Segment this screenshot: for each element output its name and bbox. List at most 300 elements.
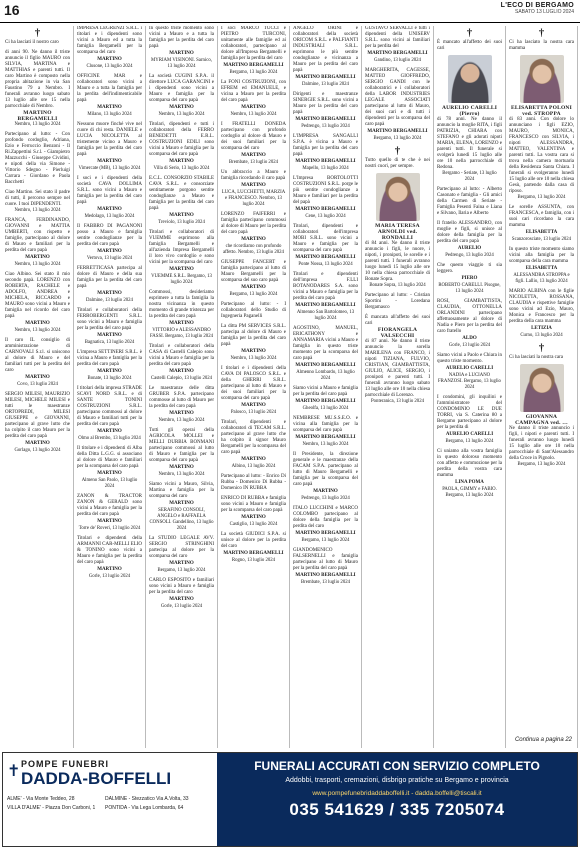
notice-intro: Il FABBRO DI PAGANONI posso a Mauro e famiglia sentite condoglianze per la perdita del caro papà [77,224,142,247]
obituary-notice [77,308,142,346]
obituary-notice [5,272,70,334]
obituary-notice [77,122,142,172]
column [290,26,362,748]
notice-signature: AURELIO CARELLI [445,366,494,371]
ad-office: DALMINE - Stezzatico Via A.Volta, 33 [105,796,189,802]
obituary-notice [5,218,70,268]
notice-intro: Titolari, dipendenti e collaboratori di TECAM S.R.L. partecipano al grave lutto che ha colpito il signor Mauro Bergamelli per la scomparsa del caro papà [221,420,286,455]
obituary-notice [77,74,142,118]
notice-intro: L'impresa SETTINERI S.R.L. è vicina a Mauro e famiglia per la perdita del caro papà [77,350,142,367]
obituary-notice [437,395,502,445]
column [434,26,506,748]
continue-note: Continua a pagina 22 [514,737,572,743]
notice-date: Bonate, 13 luglio 2024 [87,376,132,381]
notice-intro: La FONI COSTRUZIONI, con EFREM ed EMANUELE, e vicina a Mauro per la perdita del caro papà [221,80,286,103]
notice-date: Pedrengo, 13 luglio 2024 [301,496,350,501]
notice-intro: IMPRESA LEGRENZI S.R.L. i titolari e i dipendenti sono vicini a Mauro ed a tutta la famiglia Bergamelli per la scomparsa del caro [77,26,142,55]
notice-signature: MARTINO BERGAMELLI [295,159,356,164]
notice-signature: MARTINO [97,519,122,524]
obituary-notice [293,134,358,172]
obituary-notice [293,224,358,268]
notice-date: Bagnatica, 13 luglio 2024 [84,340,135,345]
notice-date: Brembate, 13 luglio 2024 [228,160,279,165]
obituary-notice [149,536,214,574]
notice-intro: Partecipano al lutto: - Cristian Sportini - Loredana Bergamasco [365,293,430,310]
notice-date: Clusone, 13 luglio 2024 [86,64,133,69]
notice-date: Nembro, 13 luglio 2024 [14,208,61,213]
notice-date: Curno, 13 luglio 2024 [520,333,563,338]
notice-signature: MARTINO [97,249,122,254]
obituary-notice [509,28,574,201]
notice-signature: MARTINO [97,105,122,110]
notice-date: Bonate Sopra, 13 luglio 2024 [369,283,426,288]
obituary-notice [437,263,502,295]
notice-signature: MARTINO BERGAMELLI [367,51,428,56]
notice-intro: Nessuno muore finché vive nel cuore di chi resta. DANIELE e LUCIA NICOLETTA al tristemente vicino a Mauro e famiglia per la perdita del caro papà [77,122,142,157]
notice-date: VUEMME S.R.L. Bergamo, 13 luglio 2024 [151,274,212,285]
obituary-notice [293,548,358,586]
notice-signature: MARTINO [97,333,122,338]
notice-signature: MARTINO [25,441,50,446]
obituary-notice [77,224,142,262]
obituary-notice [437,449,502,499]
deceased-portrait [520,55,564,103]
notice-intro: CARLO ESPOSITO e familiari sono vicini a Mauro e famiglia per la perdita del caro [149,578,214,595]
notice-intro: MARIO ALBINA con le figlie NICOLETTA, ROSSANA, CLAUDIA e rispettive famiglie sono vicini ad Ezio, Mauro, Monica e Francesco per la perdita della cara mamma [509,289,574,324]
notice-date: PAOLA, GIMMY e FABIO. Bergamo, 13 luglio 2024 [442,487,497,498]
notice-signature: MARTINO [25,375,50,380]
notice-signature: MARTINO [313,489,338,494]
notice-intro: I titolari della impresa STRADE SCAVI NORD S.R.L. e di SANTE TONINI COSTRUZIONI S.R.L. partecipano commossi al dolore di Mauro e familiari tutti per la perdita del caro papà [77,386,142,427]
obituary-notice [5,28,70,46]
obituary-notice [365,146,430,289]
column [506,26,578,748]
notice-date: Gorlago, 13 luglio 2024 [14,448,61,453]
notice-signature: MARTINO [169,105,194,110]
notice-date: Bergamo, 13 luglio 2024 [373,136,422,141]
issue-date: SABATO 13 LUGLIO 2024 [514,9,574,15]
notice-signature: MARTINO [241,153,266,158]
notice-signature: MARTINO BERGAMELLI [295,399,356,404]
notice-date: Nembro, 13 luglio 2024 [230,112,277,117]
obituary-notice [293,506,358,544]
masthead [501,2,574,15]
obituary-notice [221,26,286,76]
notice-date: Pedrengo, 13 luglio 2024 [445,253,494,258]
obituary-notice [293,272,358,322]
notice-date: Almeno San Paolo, 13 luglio 2024 [81,478,138,489]
deceased-portrait [448,55,492,103]
notice-date: Gandino, 13 luglio 2024 [374,58,421,63]
notice-signature: MARTINO BERGAMELLI [295,207,356,212]
notice-signature: MARTINO [97,57,122,62]
notice-date: Nembro, 13 luglio 2024 [14,122,61,127]
notice-body: di 83 anni. Con dolore lo annunciano i figli EZIO, MAURO, MONICA, FRANCESCO con SILVIA, i nipoti ALESSANDRA, MATTEO, VALENTINA e parenti tutti. La vostra cara si trova nella camera mortuaria della Residenza Santa Chiara. I funerali si svolgeranno lunedì 15 luglio alle ore 10 nella chiesa Gesù, partendo dalla casa di riposo. [509,117,574,194]
notice-date: Scanzorosciate, 13 luglio 2024 [511,237,572,242]
notice-date: Nembro, 13 luglio 2024 [230,356,277,361]
notice-intro: I condomini, gli inquilini e l'amministratore del CONDOMINIO LE DUE TORRI, via S. Caterina 80 a Bergamo partecipano al dolore per la perdita di [437,395,502,430]
notice-intro: Ci ha lasciati la nostra cara [509,355,564,360]
obituary-notice [221,496,286,528]
notice-signature: MARTINO [169,321,194,326]
obituary-notice [509,343,574,468]
notice-intro: ZANON & TRACTOR ZANON & GERALD sono vicini a Mauro e famiglia per la perdita del caro papà [77,494,142,517]
notice-intro: In questo triste momento sono vicini a Mauro e a tutta la famiglia per la perdita del caro papà [149,26,214,49]
notice-intro: Titolari, dipendenti e collaboratori dell'impresa MOBI S.R.L. sono vicini a Mauro e famiglia per la scomparsa del caro papà [293,224,358,253]
notice-intro: LORENZO FAIFERRI e famiglia partecipano commossi al dolore di Mauro per la perdita del caro papà [221,212,286,235]
notice-intro: ENRICO DI RUBBA e famiglia sono vicini a Mauro e famiglia per la scomparsa del caro papà [221,496,286,513]
notice-intro: Il caro IL consiglio di amministrazione di CARNOVALI S.r.l. si uniscono al dolore di Mauro e del familiari tutti per la perdita del caro [5,338,70,373]
obituary-notice [5,50,70,128]
notice-date: Bergamo, 13 luglio 2024 [517,195,566,200]
obituary-columns [2,26,578,748]
obituary-notice [5,190,70,214]
notice-body: di 84 anni. Ne danno il triste annuncio i figli, le nuore, i nipoti, i pronipoti, le sorelle e i parenti tutti. I funerali avranno luogo lunedì 15 luglio alle ore 10 nella chiesa parrocchiale di Bonate Sopra. [365,241,430,282]
notice-signature: MARTINO [241,105,266,110]
notice-date: Cene, 13 luglio 2024 [305,214,346,219]
notice-signature: MARTINO [241,237,266,242]
obituary-notice [293,92,358,130]
column [362,26,434,748]
notice-intro: GIANDOMENICO FALSERNELLI e famiglia partecipano al lutto di Mauro per la perdita del caro papà [293,548,358,571]
notice-signature: MARTINO [169,411,194,416]
notice-intro: Partecipano al lutto: - I collaboratori dello Studio di Ingegneria Paganelli [221,302,286,319]
notice-intro: Ci ha lasciati il nostro caro [5,40,59,45]
notice-date: ROBERTO CARELLI. Pisogne, 13 luglio 2024 [438,283,501,294]
notice-signature: LINA POMA [455,480,484,485]
obituary-notice [149,230,214,286]
notice-date: NADIA e LUCIANO FRANZOSI. Bergamo, 13 luglio 2024 [438,373,501,390]
obituary-notice [437,221,502,259]
obituary-notice [77,266,142,304]
notice-date: Gorle, 13 luglio 2024 [160,604,203,609]
obituary-notice [149,578,214,610]
notice-date: Nembro, 13 luglio 2024 [14,328,61,333]
notice-signature: MARTINO [97,567,122,572]
obituary-notice [221,170,286,208]
notice-signature: ELISABETTA [525,266,558,271]
ad-phone: 035 541629 / 335 7205074 [289,800,505,819]
notice-signature: MARTINO BERGAMELLI [295,75,356,80]
notice-intro: I titolari e i dipendenti della CAVA DI PALOSCO S.R.L. e della GHERRI S.R.L. partecipano al lutto di Mauro e dei suoi familiari per la scomparsa del caro papà [221,366,286,401]
notice-date: MYRIAM VISINONI. Sarnico, 13 luglio 2024 [151,58,212,69]
notice-date: LUCA, LUCCHETTI, MARZIA e FRANCESCO. Nembro, 13 luglio 2024 [221,190,286,207]
notice-intro: Titolari e collaboratori di VUEMME esprimono alla famiglia Bergamelli e all'azienda Impresa Bergamelli il loro vivo cordoglio e sono vicini per la scomparsa del caro [149,230,214,265]
notice-intro: ITALO LUCCHINI e MARCO COLOMBO partecipano al dolore della famiglia per la perdita del caro [293,506,358,529]
obituary-notice [293,386,358,412]
notice-intro: L'IMPRESA SANGALLI S.P.A. è vicina a Mauro e famiglia per la perdita del caro papà [293,134,358,157]
notice-intro: Partecipano al lutto: - Enrico Di Rubba - Domenico Di Rubba - Domenico IN RUBBA [221,474,286,491]
notice-date: Gorle, 13 luglio 2024 [448,343,491,348]
funeral-home-ad [2,752,578,847]
notice-signature: ALDO [462,336,477,341]
cross-logo-icon: ✝ [7,763,21,780]
obituary-notice [5,132,70,186]
notice-intro: GUSTAVO SERVALLI e tutti i dipendenti della UNISERV S.R.L. sono vicini ai familiari per la perdita del [365,26,430,49]
notice-intro: NEMBRESE MU.S.S.E.O. e vicina alla famiglia per la scomparsa del caro papà [293,416,358,433]
ad-office: PONTIDA - Via Lega Lombarda, 64 [105,805,184,811]
obituary-notice [509,289,574,339]
obituary-notice [149,344,214,382]
notice-date: Ponteranica, 13 luglio 2024 [370,399,425,404]
notice-date: Ponte Nossa, 13 luglio 2024 [298,262,353,267]
notice-intro: Le sorelle ASSUNTA, con FRANCESCA, e famiglia, con i suoi cari ricordano la cara mamma [509,205,574,228]
notice-date: Bergamo, 13 luglio 2024 [517,462,566,467]
ad-contact: www.pompefunebridaddaboffelli.it - dadda.boffelli@tiscali.it [312,790,482,797]
notice-signature: MARTINO [169,501,194,506]
notice-signature: MARTINO BERGAMELLI [295,363,356,368]
notice-date: ALESSANDRA STROPPA e figli. Lallio, 13 luglio 2024 [513,273,570,284]
ad-office: ALME' - Via Monte Teddeo, 28 [7,796,75,802]
notice-intro: Siamo vicini a Mauro, Silvia, Martina e famiglia per la scomparsa del caro [149,482,214,499]
deceased-portrait [520,364,564,412]
obituary-notice [293,326,358,382]
obituary-notice [77,536,142,580]
notice-intro: ROSI, GIAMBATTISTA, CLAUDIA, OTTONELLA ORLANDINI partecipano affettuosamente al dolore di Nadia e Piero per la perdita del caro fratello [437,299,502,334]
notice-signature: MARTINO [169,369,194,374]
obituary-notice [5,392,70,454]
newspaper-name: L'ECO DI BERGAMO [500,2,574,9]
notice-date: Torre de' Roveri, 13 luglio 2024 [78,526,141,531]
deceased-name: MARTINO BERGAMELLI [17,110,58,122]
column [74,26,146,748]
cross-icon: † [466,27,473,39]
notice-date: Nembro, 13 luglio 2024 [158,112,205,117]
obituary-notice [77,350,142,382]
notice-signature: MARTINO BERGAMELLI [223,551,284,556]
cross-icon: † [538,342,545,354]
notice-intro: FERRETTICASA partecipa al dolore di Mauro e della sua famiglia per la perdita del caro papà [77,266,142,289]
notice-intro: Il titolare e i dipendenti di Alba della Ditta L.G.G. si associano al dolore di Mauro e familiari per la scomparsa del caro papà [77,446,142,469]
obituary-notice [221,260,286,298]
obituary-notice [221,366,286,416]
notice-intro: FRANCA, FERDINANDO, GIOVANNI e MATTIA UMBERTI, con rispetto e famiglie, partecipano al dolore di Mauro e familiari per la perdita del caro papà [5,218,70,253]
column [218,26,290,748]
notice-intro: GIUSEPPE FANCERT e famiglia partecipano al lutto di Mauro Bergamelli per la scomparsa del suo caro papà [221,260,286,283]
notice-intro: Partecipano al lutto: - Con profondo cordoglio, Adriana, Ezio e Ferruccio Benzoni - Il Ri.Zappettini S.r.l. - Giampietro Mazzucchi - Giuseppe Cividini, e nipoti della via Simone - Vittorio Sdegno - Pierluigi Carrara - Giordano e Paola Bacchetti [5,132,70,185]
notice-signature: MARTINO BERGAMELLI [223,63,284,68]
notice-signature: MARTINO [169,597,194,602]
obituary-notice [221,212,286,256]
notice-intro: La società CUGINI S.P.A. il direttore LUCA GARANCINI e i dipendenti sono vicini a Mauro e famiglia per la scomparsa del caro papà [149,74,214,103]
notice-intro: I soci e i dipendenti della società CAVA DOLLIMA S.R.L. sono vicini a Mauro e famiglia per la perdita del caro papà [77,176,142,205]
ad-title: FUNERALI ACCURATI CON SERVIZIO COMPLETO [254,759,540,773]
notice-signature: MARTINO BERGAMELLI [367,129,428,134]
ad-office: VILLA D'ALME' - Piazza Don Carboni, 1 [7,805,96,811]
obituary-notice [221,80,286,118]
notice-date: Almenno Lombardo, 13 luglio 2024 [296,370,355,381]
deceased-name: ELISABETTA POLONI ved. STROPPA [511,105,572,117]
notice-intro: Siamo vicini a Mauro e famiglia per la perdita del caro papà [293,386,358,397]
notice-date: Bergamo, 13 luglio 2024 [229,292,278,297]
obituary-notice [293,26,358,88]
obituary-notice [149,122,214,172]
notice-date: Rogno, 13 luglio 2024 [231,558,276,563]
notice-date: Vertova, 13 luglio 2024 [86,256,133,261]
obituary-notice [149,176,214,226]
notice-date: Bergamo, 13 luglio 2024 [445,439,494,444]
obituary-notice [365,315,430,405]
obituary-notice [149,386,214,424]
obituary-notice [437,353,502,391]
notice-body: Ne danno il triste annuncio i figli, i nipoti e parenti tutti. I funerali avranno luogo lunedì 15 luglio alle ore 10 nella parrocchiale di Sant'Alessandro della Croce in Pignolo. [509,426,574,461]
notice-date: Albino, 13 luglio 2024 [231,464,276,469]
notice-intro: Che questo viaggio ti sia leggero. [437,263,502,274]
notice-signature: AURELIO CARELLI [445,432,494,437]
notice-intro: ANGELO ORINI e collaboratori della società ORICOM S.R.L. e PALFIANTI INDUSTRIALI S.R.L. esprimono le più sentite condoglianze e vicinanza a Mauro per la perdita del caro papà [293,26,358,73]
obituary-notice [365,26,430,64]
notice-signature: MARTINO BERGAMELLI [295,531,356,536]
notice-date: Gorle, 13 luglio 2024 [88,574,131,579]
notice-signature: AURELIO [457,246,482,251]
notice-intro: Dirigenti e maestranze SINERGIE S.R.L. sono vicini a Mauro per la perdita del caro papà [293,92,358,115]
notice-intro: Titolari, dipendenti e tutti i collaboratori della FERRO BENEDETTI E.R.L. COSTRUZIONI EDILI sono vicini a Mauro e famiglia per la scomparsa del caro papà [149,122,214,157]
notice-body: di 87 anni. Ne danno il triste annuncio la sorella MARILENA con FRANCO, i nipoti TIZIANA, FULVIO, CRISTIAN, GIAMBATTISTA, GIULIO, ALICE, SERGIO, i pronipoti e parenti tutti. I funerali avranno luogo sabato 13 luglio alle ore 10 nella chiesa parrocchiale di Lorenzo. [365,339,430,398]
notice-intro: SERGIO MILESI, MAURIZIO MILESI, MICHELE MILESI e tutti le maestranze ORTOPREDI, MILESI GIUSEPPE e GIOVANNI, partecipano al grave lutto che ha colpito il caro Mauro per la perdita del caro papà [5,392,70,439]
notice-intro: MARGHERITA, CAGESSE, MATTEO GIOFFREDO, SERGIO GANDI con le collaboratrici e i collaboratori della LABOR INDUSTRIES LEGALE ASSOCIATI partecipano al lutto di Mauro, dei suoi cari e di tutti i dipendenti per la scomparsa del caro papà [365,68,430,127]
notice-intro: La STUDIO LEGALE AVV. SERGIO STRINGHINI partecipa al dolore per la scomparsa del caro [149,536,214,559]
column [2,26,74,748]
obituary-notice [293,176,358,220]
notice-date: Bergamo - Seriate, 13 luglio 2024 [442,171,497,182]
obituary-notice [77,446,142,490]
notice-intro: È mancata all'affetto dei suoi cari [365,315,430,326]
obituary-notice [437,28,502,183]
notice-intro: Partecipano al lutto: - Alberto Casonato e famiglia - Gli amici della Carmen di Seriate - Famiglia Pesenti Faina e Liana e Silvano, Ilaria e Alberto [437,187,502,216]
obituary-notice [437,299,502,349]
deceased-name: GIOVANNA CAMPAGNA ved. … [515,414,568,426]
notice-signature: MARTINO BERGAMELLI [295,117,356,122]
notice-intro: La ditta PM SERVICES S.R.L. partecipa al dolore di Mauro e famiglia per la perdita del caro papà [221,324,286,347]
notice-intro: Il fratello ALESSANDRO, con moglie e figli, si unisce al dolore della famiglia per la perdita del caro papà [437,221,502,244]
notice-intro: Titolari e collaboratori della CASA di Castelli Calepio sono vicini a Mauro e famiglia per la perdita del caro papà [149,344,214,367]
notice-date: Nembro, 13 luglio 2024 [14,262,61,267]
notice-date: Milano, 13 luglio 2024 [87,112,132,117]
notice-signature: MARTINO [97,159,122,164]
obituary-notice [221,474,286,492]
notice-signature: PIERO [461,276,478,281]
notice-intro: Commossi, desideriamo esprimere a tutta la famiglia la nostra vicinanza in questo momento di grande tristezza per la perdita del caro papà [149,290,214,319]
notice-intro: Il Presidente, la direzione generale e le maestranze della FACAM S.P.A. partecipano al lutto di Mauro Bergamelli e famiglia per la scomparsa del caro papà [293,452,358,487]
page-header [0,0,580,23]
notice-intro: Ciao Albino. Sei stato il mio secondo papà. LORENZO con ROBERTA, RACHELE e ADOLFO, ANDREA e MICHELA, RICCARDO e MAURO sono vicini a Mauro e famiglia nel ricordo del caro papà [5,272,70,319]
obituary-notice [77,386,142,442]
notice-signature: MARTINO [25,255,50,260]
obituary-notice [149,428,214,478]
notice-date: Almenno San Bartolomeo, 13 luglio 2024 [296,310,355,321]
notice-intro: Ci uniamo alla vostra famiglia in questo doloroso momento con affetto e commozione per la perdita della vostra cara mamma [437,449,502,478]
notice-signature: MARTINO BERGAMELLI [295,303,356,308]
notice-intro: Ciao Martino. Sei stato il padre di tutti, il percorso sempre nel cuore. I tuoi DIPENDENTI. [5,190,70,207]
obituary-notice [221,324,286,362]
notice-intro: I FRATELLI DONEDA partecipano con profondo cordoglio al dolore di Mauro e dei suoi familiari per la scomparsa del caro [221,122,286,151]
notice-date: Nembro, 13 luglio 2024 [302,442,349,447]
notice-intro: Titolari e dipendenti della ARMANNI CAR-MELLI ELIO & TONINO sono vicini a Mauro e famiglia per la perdita del caro papà [77,536,142,565]
ad-subtitle: Addobbi, trasporti, cremazioni, disbrigo pratiche su Bergamo e provincia [285,777,509,784]
notice-intro: Tutto quello di te che è nei nostri cuori, per sempre. [365,158,430,169]
notice-signature: MARTINO [241,457,266,462]
ad-brand: DADDA-BOFFELLI [21,769,172,788]
notice-signature: MARTINO BERGAMELLI [295,255,356,260]
notice-signature: MARTINO [169,465,194,470]
notice-date: Brembate, 13 luglio 2024 [300,580,351,585]
notice-intro: AGOSTINO, MANUEL, ERICATHONY e ANNAMARIA vicini a Mauro e famiglia in questo triste momento per la scomparsa del caro papà [293,326,358,361]
obituary-notice [5,338,70,388]
notice-intro: La società GIUDICI S.P.A. si unisce al dolore per la perdita del caro [221,532,286,549]
obituary-notice [509,247,574,285]
notice-date: Covo, 13 luglio 2024 [17,382,58,387]
notice-date: Medolago, 13 luglio 2024 [84,214,135,219]
notice-date: Castiglio, 13 luglio 2024 [229,522,278,527]
obituary-notice [77,176,142,220]
notice-date: Villa di Serio, 13 luglio 2024 [153,166,210,171]
notice-intro: L'Impresa BORTOLOTTI COSTRUZIONI S.R.L. porge le più sentite condoglianze a Mauro e familiari per la perdita del papà [293,176,358,205]
notice-signature: MARTINO [241,285,266,290]
obituary-notice [77,26,142,70]
notice-signature: MARTINO [169,561,194,566]
notice-date: Pedrengo, 13 luglio 2024 [301,124,350,129]
notice-signature: MARTINO BERGAMELLI [295,573,356,578]
notice-signature: MARTINO [241,403,266,408]
notice-signature: MARTINO [97,471,122,476]
deceased-name: FIORANGELA VALSECCHI [377,327,418,339]
notice-signature: MARTINO [25,321,50,326]
notice-signature: ELISABETTA [525,230,558,235]
notice-signature: LETIZIA [531,326,552,331]
notice-signature: MARTINO [169,213,194,218]
notice-date: SERAFINO CONSOLI, ANGELO e RAFFAELA CONSOLI. Gandellino, 13 luglio 2024 [149,508,214,531]
notice-intro: Le maestranze delle ditta GRUBER S.P.A. partecipano commosse al lutto di Mauro per la perdita del caro papà [149,386,214,409]
notice-intro: Titolari e collaboratori della FERROBERGENTI S.R.L. sono vicini a Mauro e famiglia per la perdita del caro papà [77,308,142,331]
notice-signature: MARTINO [97,369,122,374]
notice-date: Treviolo, 13 luglio 2024 [158,220,205,225]
obituary-notice [221,420,286,470]
ad-service-block [217,753,577,846]
notice-date: Bergamo, 13 luglio 2024 [157,568,206,573]
page-number: 16 [4,2,20,18]
notice-intro: E.C.L. CONSORZIO STABILE CAVA S.R.L. e consorziate sentitamente porgono sentite condoglianze a Mauro e famiglia per la perdita del caro papà [149,176,214,211]
notice-date: Bergamo, 13 luglio 2024 [229,70,278,75]
notice-date: che ricordiamo con profondo affetto. Nembro, 13 luglio 2024 [223,244,284,255]
obituary-notice [149,482,214,532]
notice-intro: In questo triste momento siamo vicini alla famiglia per la scomparsa della cara mamma [509,247,574,264]
notice-intro: Titolari e dipendenti dell'impresa F.LLI BOTANODARES S.A. sono vicini a Mauro e famiglia per la perdita del caro papà [293,272,358,301]
notice-signature: MARTINO [169,267,194,272]
column [146,26,218,748]
notice-signature: MARTINO [241,349,266,354]
obituary-notice [293,452,358,502]
notice-date: Nembro, 13 luglio 2024 [158,472,205,477]
notice-body: di 78 anni. Ne danno il annuncio la moglie RITA, i figli PATRIZIA, CHIARA con STEFANO e gli adorati nipoti MARIA, ELENA, LORENZO e parenti tutti. Il funerale si svolgerà lunedì 15 luglio alle ore 10 nella parrocchiale di Redona. [437,117,502,170]
deceased-name: AURELIO CARELLI (Pierro) [441,105,498,117]
obituary-notice [437,187,502,217]
notice-signature: MARTINO [241,183,266,188]
obituary-notice [221,532,286,564]
notice-date: Mapello, 13 luglio 2024 [302,166,349,171]
notice-intro: Ci ha lasciato la nostra cara mamma [509,40,574,51]
obituary-notice [365,68,430,142]
deceased-portrait [376,173,420,221]
notice-date: Nembro, 13 luglio 2024 [158,418,205,423]
notice-signature: MARTINO [241,515,266,520]
notice-date: Bergamo, 13 luglio 2024 [301,538,350,543]
notice-signature: MARTINO [97,291,122,296]
ad-brand-top: POMPE FUNEBRI [21,759,110,769]
notice-date: Dalmine, 13 luglio 2024 [86,298,133,303]
notice-signature: MARTINO [169,51,194,56]
obituary-notice [221,302,286,320]
obituary-notice [77,494,142,532]
